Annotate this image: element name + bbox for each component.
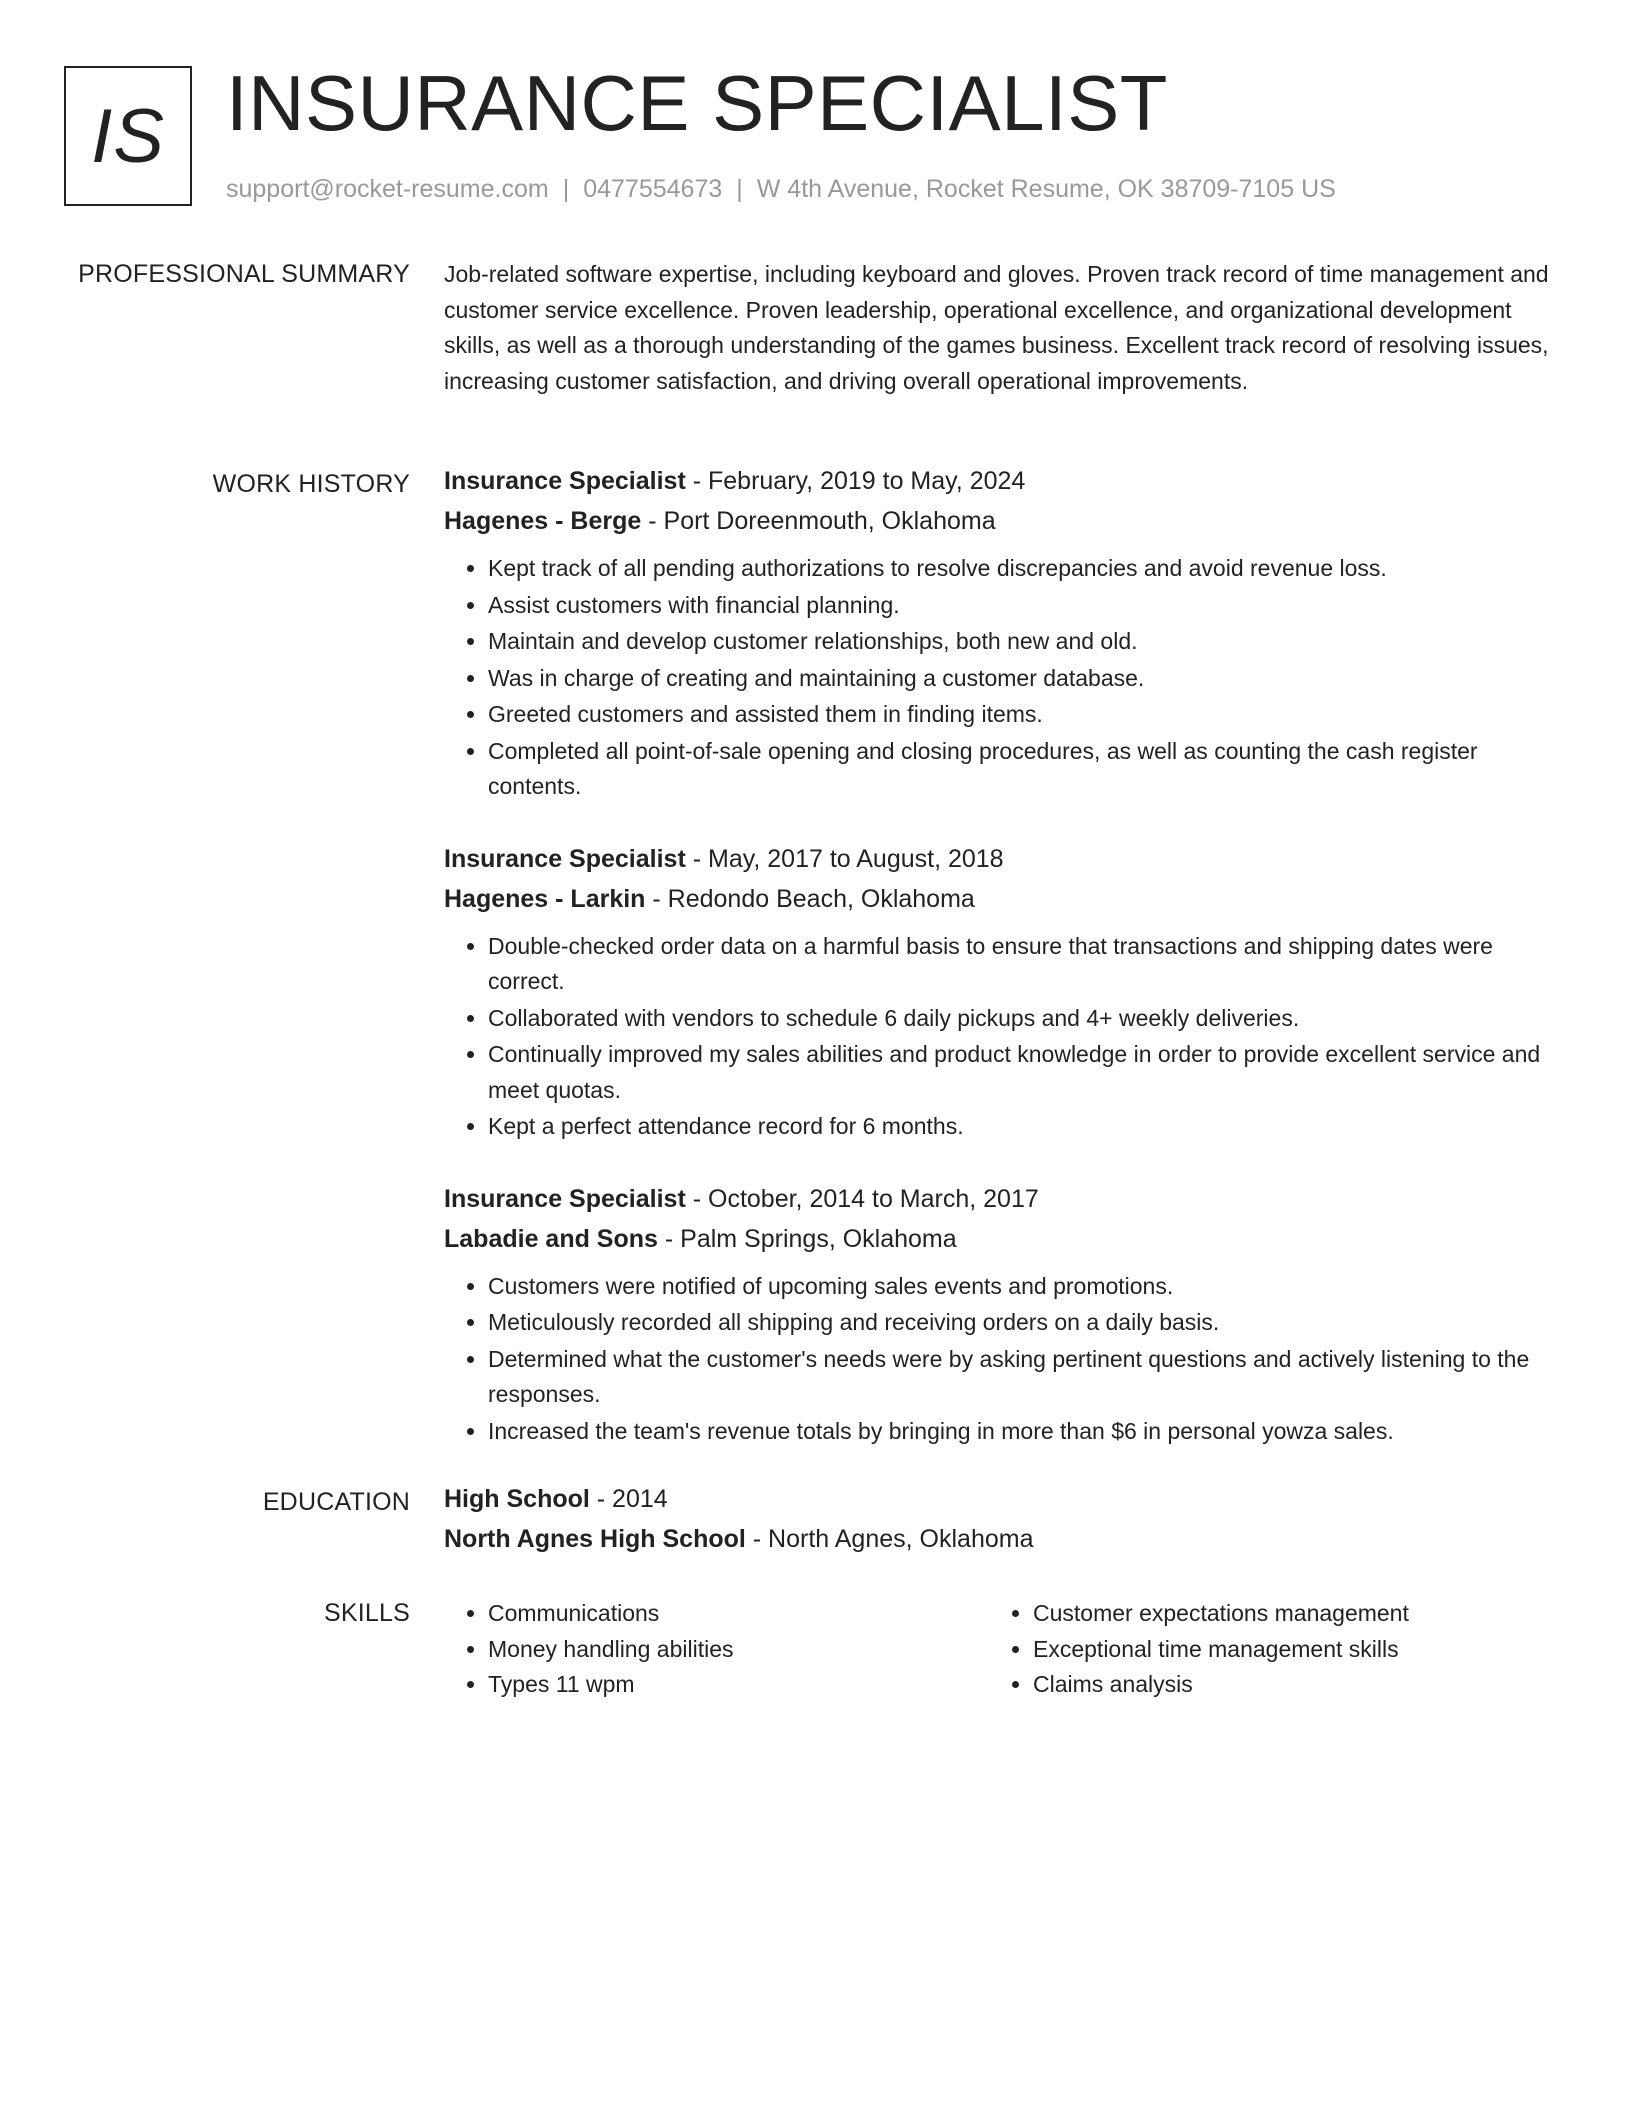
skills-column-left xyxy=(444,1596,989,1703)
job-title-line xyxy=(444,461,1554,501)
contact-email: support@rocket-resume.com xyxy=(226,175,549,203)
education-school: North Agnes High School xyxy=(444,1525,746,1553)
work-history-label: WORK HISTORY xyxy=(212,470,410,498)
job-entry xyxy=(444,461,1554,805)
job-title-line xyxy=(444,839,1554,879)
job-company: Hagenes - Berge xyxy=(444,507,642,535)
job-title: Insurance Specialist xyxy=(444,844,686,873)
summary-text: Job-related software expertise, including keyboard and gloves. Proven track record of time management and customer service excellence. Proven leadership, operational excellence, and organizational development skills, as well as a thorough understanding of the games business. Excellent track record of resolving issues, increasing customer satisfaction, and driving overall operational improvements. xyxy=(444,261,1549,394)
resume-title: INSURANCE SPECIALIST xyxy=(226,59,1168,147)
job-bullet: • Collaborated with vendors to schedule 6 daily pickups and 4+ weekly deliveries. xyxy=(488,1001,1554,1037)
job-bullet: • Increased the team's revenue totals by bringing in more than $6 in personal yowza sales. xyxy=(488,1414,1554,1450)
summary-body xyxy=(444,257,1554,399)
education-label: EDUCATION xyxy=(262,1488,410,1516)
contact-line xyxy=(226,174,1336,204)
contact-separator: | xyxy=(562,175,570,203)
skills-body xyxy=(444,1596,1554,1703)
job-entry xyxy=(444,839,1554,1145)
skill-item: • Communications xyxy=(488,1596,989,1632)
job-company: Hagenes - Larkin xyxy=(444,884,646,913)
job-bullet: • Determined what the customer's needs were by asking pertinent questions and actively listening to the responses. xyxy=(488,1342,1554,1413)
job-bullet: • Customers were notified of upcoming sales events and promotions. xyxy=(488,1269,1554,1305)
skill-item: • Exceptional time management skills xyxy=(1033,1632,1534,1668)
job-bullet: • Assist customers with financial planning. xyxy=(488,588,1554,624)
job-bullets xyxy=(444,929,1554,1145)
job-location: - Port Doreenmouth, Oklahoma xyxy=(641,507,996,535)
job-entry xyxy=(444,1179,1554,1450)
skill-item: • Customer expectations management xyxy=(1033,1596,1534,1632)
contact-phone: 0477554673 xyxy=(583,175,723,203)
job-bullets xyxy=(444,551,1554,805)
job-bullet: • Greeted customers and assisted them in finding items. xyxy=(488,697,1554,733)
job-title: Insurance Specialist xyxy=(444,467,686,495)
job-bullet: • Kept a perfect attendance record for 6 months. xyxy=(488,1109,1554,1145)
education-year: - 2014 xyxy=(589,1485,668,1513)
education-body xyxy=(444,1479,1554,1559)
contact-address: W 4th Avenue, Rocket Resume, OK 38709-7105 US xyxy=(756,175,1336,203)
job-dates: - February, 2019 to May, 2024 xyxy=(685,467,1026,495)
job-bullet: • Kept track of all pending authorizations to resolve discrepancies and avoid revenue loss. xyxy=(488,551,1554,587)
skills-column-right xyxy=(989,1596,1534,1703)
monogram-text: IS xyxy=(91,93,165,179)
job-bullets xyxy=(444,1269,1554,1450)
job-company-line xyxy=(444,501,1554,541)
job-bullet: • Double-checked order data on a harmful basis to ensure that transactions and shipping dates were correct. xyxy=(488,929,1554,1000)
job-company: Labadie and Sons xyxy=(444,1224,658,1253)
job-location: - Palm Springs, Oklahoma xyxy=(657,1224,957,1253)
job-dates: - May, 2017 to August, 2018 xyxy=(685,844,1004,873)
skill-item: • Money handling abilities xyxy=(488,1632,989,1668)
job-title: Insurance Specialist xyxy=(444,1184,686,1213)
job-bullet: • Completed all point-of-sale opening and closing procedures, as well as counting the cash register contents. xyxy=(488,734,1554,805)
contact-separator: | xyxy=(736,175,743,203)
job-bullet: • Was in charge of creating and maintaining a customer database. xyxy=(488,661,1554,697)
job-bullet: • Continually improved my sales abilities and product knowledge in order to provide excellent service and meet quotas. xyxy=(488,1037,1554,1108)
education-school-line xyxy=(444,1519,1554,1559)
education-degree-line xyxy=(444,1479,1554,1519)
work-history-body xyxy=(444,461,1554,1483)
skill-item: • Claims analysis xyxy=(1033,1667,1534,1703)
job-dates: - October, 2014 to March, 2017 xyxy=(685,1184,1039,1213)
education-degree: High School xyxy=(444,1485,590,1513)
education-location: - North Agnes, Oklahoma xyxy=(745,1525,1034,1553)
monogram-logo xyxy=(64,66,192,206)
job-location: - Redondo Beach, Oklahoma xyxy=(645,884,975,913)
summary-label: PROFESSIONAL SUMMARY xyxy=(78,260,410,288)
job-bullet: • Maintain and develop customer relationships, both new and old. xyxy=(488,624,1554,660)
job-bullet: • Meticulously recorded all shipping and receiving orders on a daily basis. xyxy=(488,1305,1554,1341)
job-company-line xyxy=(444,1219,1554,1259)
job-title-line xyxy=(444,1179,1554,1219)
skills-label: SKILLS xyxy=(324,1599,410,1627)
job-company-line xyxy=(444,879,1554,919)
skill-item: • Types 11 wpm xyxy=(488,1667,989,1703)
